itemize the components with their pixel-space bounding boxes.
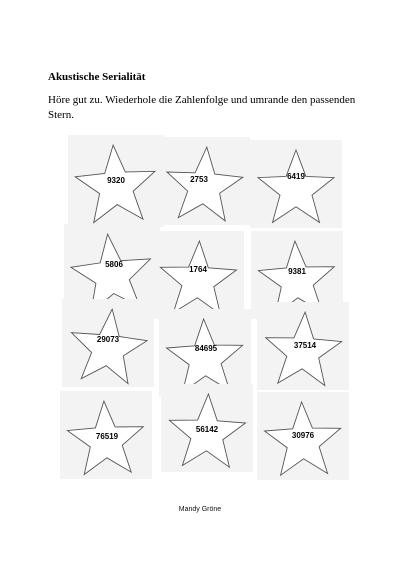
star-item[interactable] — [257, 392, 349, 480]
worksheet-instruction: Höre gut zu. Wiederhole die Zahlenfolge und umrande den passenden Stern. — [48, 94, 356, 121]
star-number: 37514 — [293, 341, 317, 350]
star-item[interactable] — [250, 140, 342, 228]
worksheet-title: Akustische Serialität — [48, 71, 146, 83]
star-item[interactable] — [152, 231, 244, 319]
star-item[interactable] — [158, 137, 250, 225]
star-number: 76519 — [95, 432, 119, 441]
star-number: 30976 — [291, 431, 315, 440]
star-item[interactable] — [161, 384, 253, 472]
star-number: 5806 — [105, 260, 123, 269]
star-item[interactable] — [257, 302, 349, 390]
star-number: 6419 — [287, 172, 305, 181]
star-item[interactable] — [68, 135, 164, 227]
star-item[interactable] — [159, 309, 251, 397]
star-number: 9320 — [107, 176, 125, 185]
star-number: 9381 — [288, 267, 306, 276]
star-number: 1764 — [189, 265, 207, 274]
star-number: 56142 — [195, 425, 219, 434]
star-number: 84695 — [194, 344, 218, 353]
star-item[interactable] — [62, 299, 154, 387]
author-footer: Mandy Gröne — [178, 506, 222, 513]
star-number: 29073 — [96, 335, 120, 344]
star-item[interactable] — [60, 391, 152, 479]
star-number: 2753 — [190, 175, 208, 184]
